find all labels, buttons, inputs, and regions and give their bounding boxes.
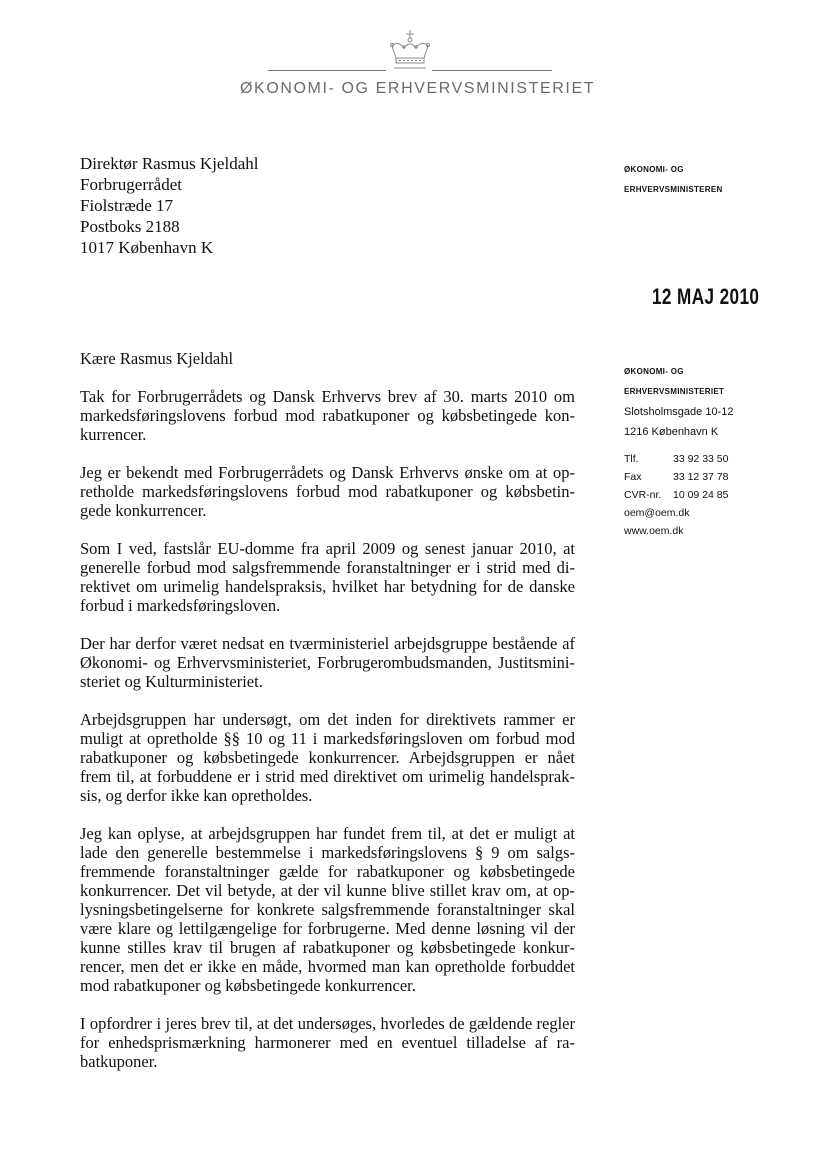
phone-label: Tlf.	[624, 453, 639, 465]
paragraph: I opfordrer i jeres brev til, at det undersøges, hvorledes de gældende regler for enhedsprismærkning harmonerer med en eventuel tilladelse af rabatkuponer.	[80, 1014, 575, 1071]
cvr-label: CVR-nr.	[624, 489, 662, 501]
recipient-street: Fiolstræde 17	[80, 196, 174, 215]
ministry-wordmark: ØKONOMI- OG ERHVERVSMINISTERIET	[240, 80, 596, 97]
fax-value: 33 12 37 78	[673, 471, 729, 483]
fax-row	[624, 468, 733, 486]
salutation: Kære Rasmus Kjeldahl	[80, 349, 234, 368]
website-link[interactable]: www.oem.dk	[624, 525, 684, 537]
letterhead-rule-left	[268, 70, 386, 71]
phone-value: 33 92 33 50	[673, 453, 729, 465]
ministry-line-2: ERHVERVSMINISTERIET	[624, 387, 725, 396]
letter-body	[80, 349, 575, 1090]
recipient-pobox: Postboks 2188	[80, 217, 180, 236]
letterhead-rule-right	[432, 70, 552, 71]
paragraph: Tak for Forbrugerrådets og Dansk Erhvervs brev af 30. marts 2010 om markedsføringslovens forbud mod rabatkuponer og købsbetingede konkurrencer.	[80, 387, 575, 444]
paragraph: Som I ved, fastslår EU-domme fra april 2009 og senest januar 2010, at generelle forbud mod salgsfremmende foranstaltninger er i strid med direktivet om urimelig handelspraksis, hvilket har betydning for de danske forbud i markedsføringsloven.	[80, 539, 575, 615]
recipient-city: 1017 København K	[80, 238, 214, 257]
recipient-name: Direktør Rasmus Kjeldahl	[80, 154, 259, 173]
paragraph: Jeg kan oplyse, at arbejdsgruppen har fundet frem til, at det er muligt at lade den generelle bestemmelse i markedsføringslovens § 9 om salgsfremmende foranstaltninger gælde for rabatkuponer og købsbetingede konkurrencer. Det vil betyde, at der vil kunne blive stillet krav om, at oplysningsbetingelserne for konkrete salgsfremmende foranstaltninger skal være klare og lettilgængelige for forbrugerne. Med denne løsning vil der kunne stilles krav til brugen af rabatkuponer og købsbetingede konkurrencer, men det er ikke en måde, hvormed man kan opretholde forbuddet mod rabatkuponer og købsbetingede konkurrencer.	[80, 824, 575, 995]
paragraph: Der har derfor været nedsat en tværministeriel arbejdsgruppe bestående af Økonomi- og Erhvervsministeriet, Forbrugerombudsmanden, Justitsministeriet og Kulturministeriet.	[80, 634, 575, 691]
fax-label: Fax	[624, 471, 642, 483]
paragraph: Jeg er bekendt med Forbrugerrådets og Dansk Erhvervs ønske om at opretholde markedsføringslovens forbud mod rabatkuponer og købsbetingede konkurrencer.	[80, 463, 575, 520]
date-stamp: 12 MAJ 2010	[652, 284, 760, 309]
ministry-contact-block	[624, 362, 733, 540]
paragraph: Arbejdsgruppen har undersøgt, om det inden for direktivets rammer er muligt at opretholde §§ 10 og 11 i markedsføringsloven om forbud mod rabatkuponer og købsbetingede konkurrencer. Arbejdsgruppen er nået frem til, at forbuddene er i strid med direktivet om urimelig handelspraksis, og derfor ikke kan opretholdes.	[80, 710, 575, 805]
cvr-row	[624, 486, 733, 504]
phone-row	[624, 450, 733, 468]
crown-icon	[384, 28, 436, 72]
sender-line-1: ØKONOMI- OG	[624, 165, 684, 174]
ministry-city: 1216 København K	[624, 426, 719, 438]
cvr-value: 10 09 24 85	[673, 489, 729, 501]
ministry-street: Slotsholmsgade 10-12	[624, 406, 734, 418]
ministry-line-1: ØKONOMI- OG	[624, 367, 684, 376]
recipient-address	[80, 153, 258, 258]
sender-line-2: ERHVERVSMINISTEREN	[624, 185, 723, 194]
sender-block	[624, 160, 723, 200]
recipient-organisation: Forbrugerrådet	[80, 175, 182, 194]
email-link[interactable]: oem@oem.dk	[624, 507, 690, 519]
